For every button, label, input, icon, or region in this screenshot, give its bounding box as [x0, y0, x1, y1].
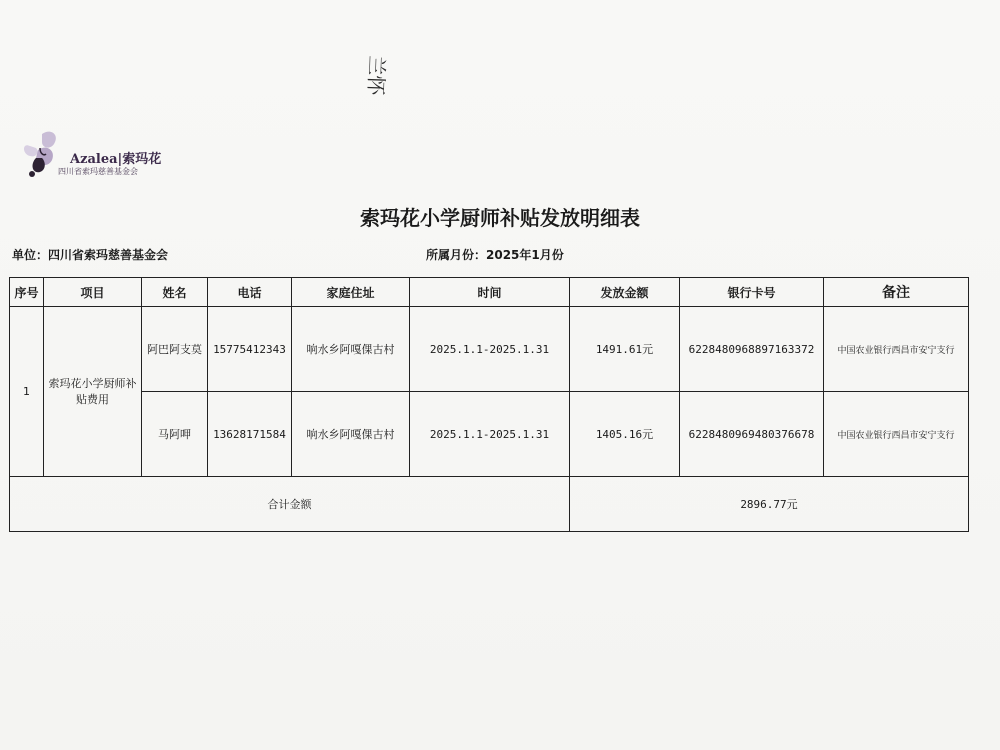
cell-project: 索玛花小学厨师补贴费用	[44, 307, 142, 477]
header-card: 银行卡号	[680, 278, 824, 307]
cell-card: 6228480969480376678	[680, 392, 824, 477]
cell-address: 响水乡阿嘎倮古村	[292, 392, 410, 477]
cell-amount: 1405.16元	[570, 392, 680, 477]
header-name: 姓名	[142, 278, 208, 307]
header-project: 项目	[44, 278, 142, 307]
cell-card: 6228480968897163372	[680, 307, 824, 392]
total-value: 2896.77元	[570, 477, 969, 532]
header-address: 家庭住址	[292, 278, 410, 307]
unit-label: 单位：四川省索玛慈善基金会	[12, 248, 169, 262]
handwritten-note: 兰怀	[363, 55, 390, 96]
header-phone: 电话	[208, 278, 292, 307]
cell-remark: 中国农业银行西昌市安宁支行	[824, 307, 969, 392]
cell-address: 响水乡阿嘎倮古村	[292, 307, 410, 392]
cell-name: 阿巴阿支莫	[142, 307, 208, 392]
cell-time: 2025.1.1-2025.1.31	[410, 307, 570, 392]
cell-time: 2025.1.1-2025.1.31	[410, 392, 570, 477]
month-label: 所属月份：2025年1月份	[426, 248, 564, 262]
cell-amount: 1491.61元	[570, 307, 680, 392]
cell-name: 马阿呷	[142, 392, 208, 477]
logo-name: Azalea|索玛花	[70, 152, 162, 167]
logo-subtitle: 四川省索玛慈善基金会	[58, 167, 138, 176]
table-row	[10, 392, 969, 477]
header-seq: 序号	[10, 278, 44, 307]
cell-phone: 13628171584	[208, 392, 292, 477]
header-amount: 发放金额	[570, 278, 680, 307]
table-row	[10, 307, 969, 392]
table-total-row	[10, 477, 969, 532]
total-label: 合计金额	[10, 477, 570, 532]
foundation-logo	[20, 128, 170, 180]
header-time: 时间	[410, 278, 570, 307]
table-header-row	[10, 278, 969, 307]
cell-remark: 中国农业银行西昌市安宁支行	[824, 392, 969, 477]
document-title: 索玛花小学厨师补贴发放明细表	[360, 206, 640, 230]
cell-phone: 15775412343	[208, 307, 292, 392]
header-remark: 备注	[824, 278, 969, 307]
cell-seq: 1	[10, 307, 44, 477]
subsidy-table	[9, 277, 969, 532]
